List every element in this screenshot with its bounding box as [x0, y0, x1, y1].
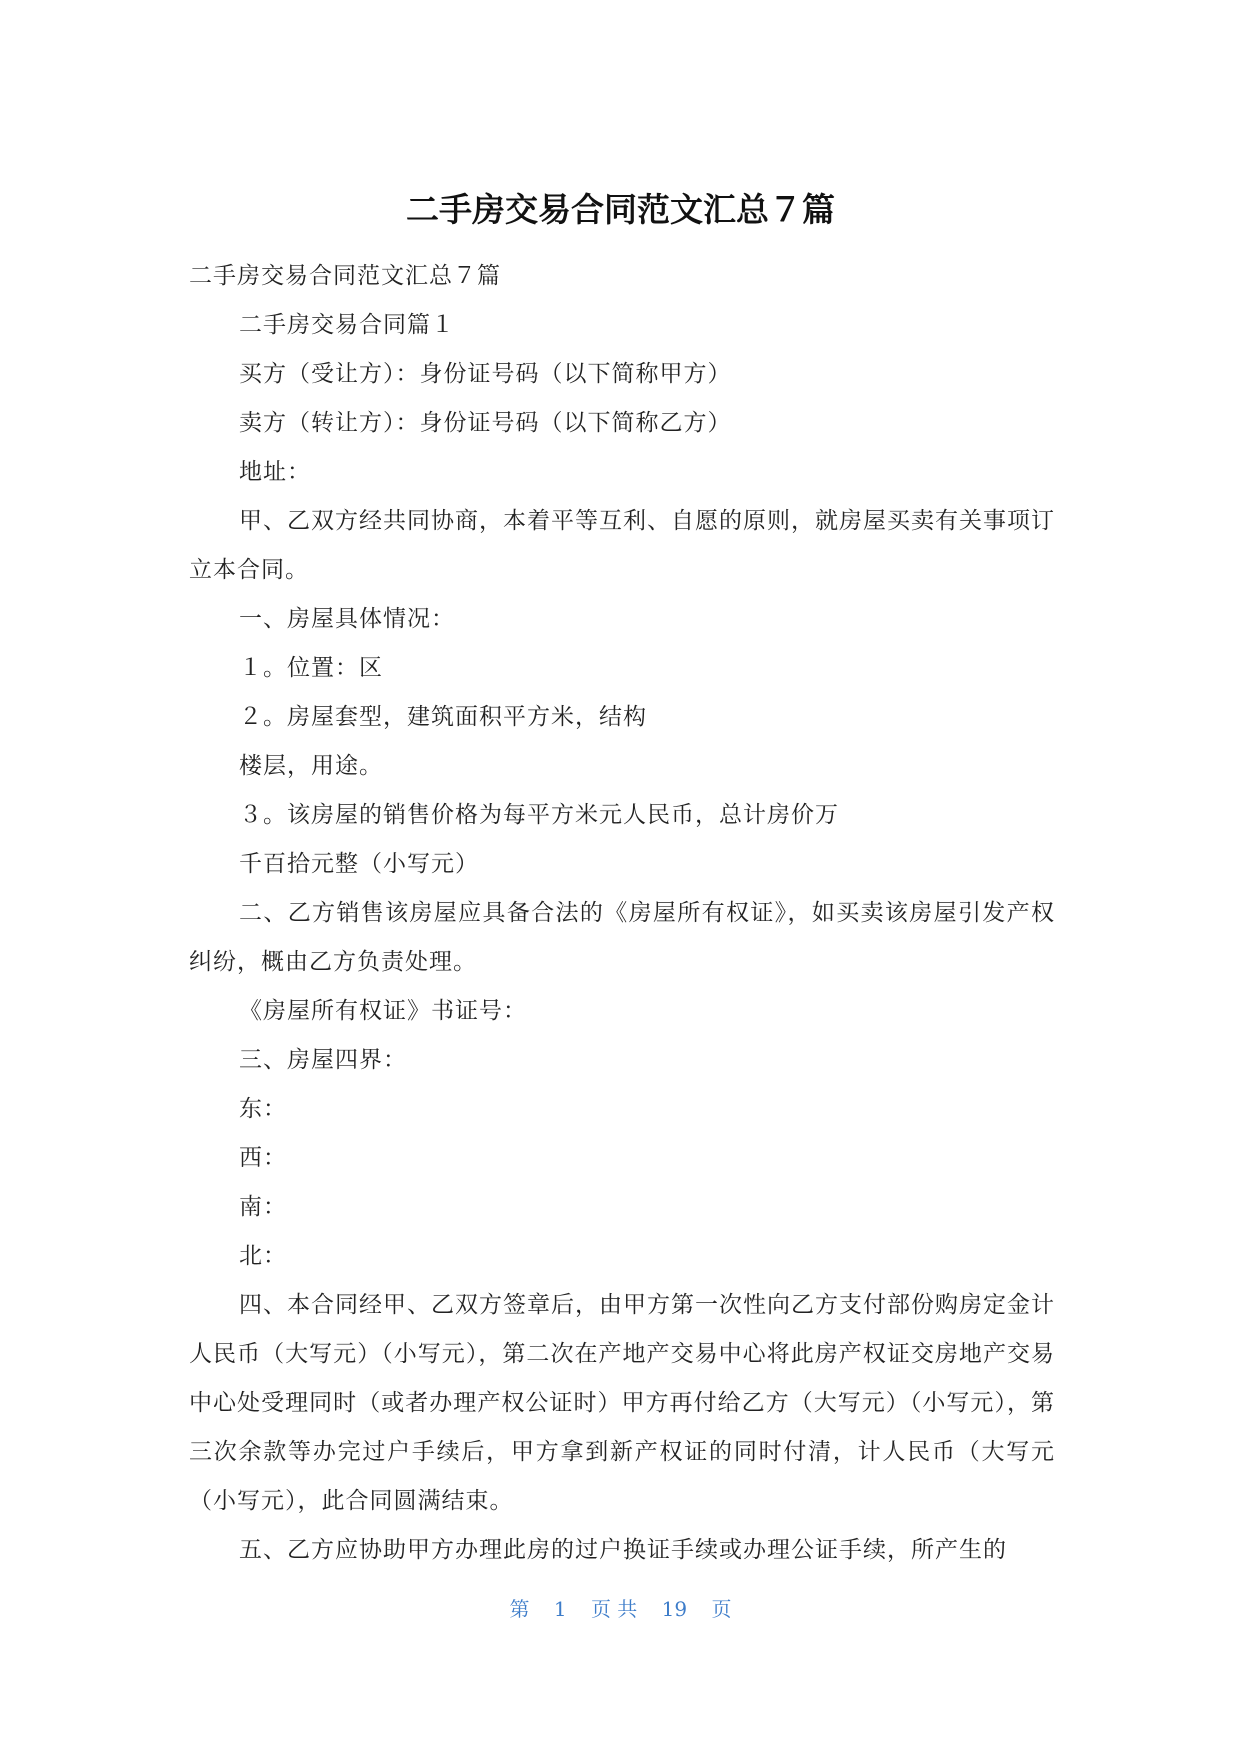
- body-paragraph: 北：: [239, 1243, 287, 1269]
- footer-label-di: 第: [509, 1597, 530, 1621]
- body-paragraph: 楼层，用途。: [239, 753, 383, 779]
- body-paragraph: 二手房交易合同篇１: [239, 312, 455, 338]
- footer-total-pages: 19: [661, 1597, 688, 1621]
- body-paragraph: 一、房屋具体情况：: [239, 606, 455, 632]
- body-paragraph: 东：: [239, 1096, 287, 1122]
- body-paragraph: 卖方（转让方）：身份证号码（以下简称乙方）: [239, 410, 732, 436]
- footer-label-ye-gong: 页 共: [590, 1597, 638, 1621]
- body-paragraph: 南：: [239, 1194, 287, 1220]
- body-paragraph: ２。房屋套型，建筑面积平方米，结构: [239, 704, 647, 730]
- body-paragraph: １。位置：区: [239, 655, 383, 681]
- document-body: [189, 252, 1055, 1575]
- body-paragraph: 千百拾元整（小写元）: [239, 851, 479, 877]
- document-title: 二手房交易合同范文汇总７篇: [406, 190, 835, 229]
- body-paragraph: 买方（受让方）：身份证号码（以下简称甲方）: [239, 361, 732, 387]
- body-paragraph: ３。该房屋的销售价格为每平方米元人民币，总计房价万: [239, 802, 839, 828]
- body-paragraph: 《房屋所有权证》书证号：: [239, 998, 527, 1024]
- body-paragraph: 地址：: [239, 459, 311, 485]
- footer-label-ye: 页: [711, 1597, 732, 1621]
- page-footer: [0, 1594, 1241, 1624]
- body-paragraph: 二、乙方销售该房屋应具备合法的《房屋所有权证》，如买卖该房屋引发产权纠纷，概由乙方负责处理。: [189, 900, 1055, 975]
- body-paragraph: 西：: [239, 1145, 287, 1171]
- body-paragraph: 二手房交易合同范文汇总７篇: [189, 263, 501, 289]
- body-paragraph: 四、本合同经甲、乙双方签章后，由甲方第一次性向乙方支付部份购房定金计人民币（大写元）（小写元），第二次在产地产交易中心将此房产权证交房地产交易中心处受理同时（或者办理产权公证时）甲方再付给乙方（大写元）（小写元），第三次余款等办完过户手续后，甲方拿到新产权证的同时付清，计人民币（大写元（小写元），此合同圆满结束。: [189, 1292, 1055, 1514]
- body-paragraph: 三、房屋四界：: [239, 1047, 407, 1073]
- body-paragraph: 甲、乙双方经共同协商，本着平等互利、自愿的原则，就房屋买卖有关事项订立本合同。: [189, 508, 1055, 583]
- footer-current-page: 1: [553, 1597, 567, 1621]
- body-paragraph: 五、乙方应协助甲方办理此房的过户换证手续或办理公证手续，所产生的: [239, 1537, 1007, 1563]
